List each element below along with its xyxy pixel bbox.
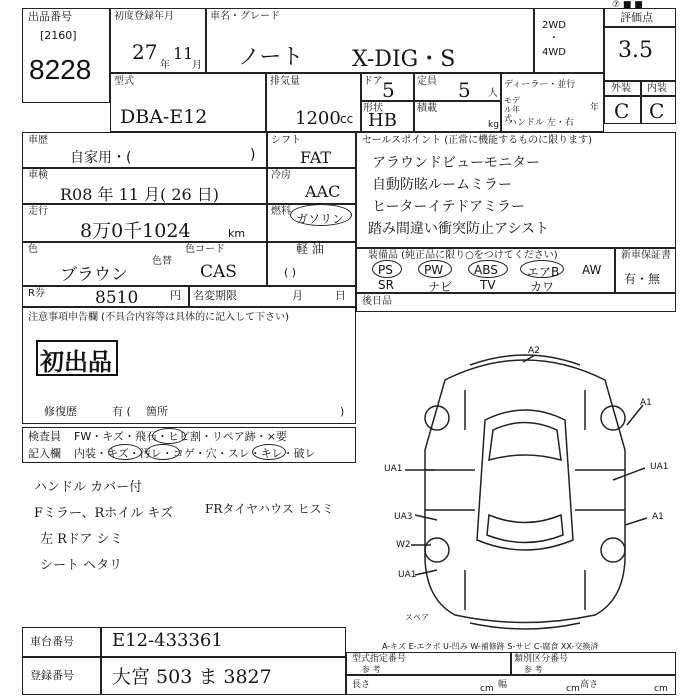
color-label: 色 bbox=[28, 244, 38, 255]
fuel-label: 燃料 bbox=[271, 206, 291, 217]
equip-abs: ABS bbox=[474, 263, 498, 277]
r-ticket-hw: 8510 bbox=[95, 288, 139, 308]
diagram-legend: A-キズ E-エクボ U-凹み W-補修跡 S-サビ C-腐食 XX-交換済 bbox=[382, 642, 599, 651]
sales-point-2: 自動防眩ルームミラー bbox=[372, 177, 512, 193]
diagram-label-ua1-bottom: UA1 bbox=[398, 570, 417, 580]
note-3: FRタイヤハウス ヒスミ bbox=[205, 502, 334, 516]
lot-label: 出品番号 bbox=[28, 10, 72, 23]
car-name-label: 車名・グレード bbox=[210, 11, 280, 22]
repair-close: ) bbox=[340, 405, 345, 418]
equipment-header: 装備品 (純正品に限り○をつけてください) bbox=[368, 250, 558, 261]
height-label: 高さ bbox=[580, 680, 599, 690]
history-label: 車歴 bbox=[28, 135, 48, 146]
repair-place: 箇所 bbox=[146, 405, 168, 418]
displacement-label: 排気量 bbox=[270, 76, 300, 87]
interior-hw: C bbox=[649, 99, 665, 123]
equip-aw: AW bbox=[582, 263, 602, 277]
car-name-hw: ノート bbox=[238, 45, 304, 70]
model-year-label: モデル年式 bbox=[504, 96, 520, 123]
km-unit: km bbox=[228, 227, 246, 240]
sales-point-4: 踏み間違い衝突防止アシスト bbox=[368, 221, 550, 237]
model-hw: DBA-E12 bbox=[120, 106, 208, 128]
meigi-label: 名変期限 bbox=[193, 289, 237, 302]
color-hw: ブラウン bbox=[60, 265, 128, 285]
chassis-hw: E12-433361 bbox=[112, 630, 223, 651]
meigi-month: 月 bbox=[292, 289, 303, 302]
circle-kizu bbox=[108, 444, 142, 460]
meigi-day: 日 bbox=[335, 289, 346, 302]
doors-hw: 5 bbox=[382, 78, 395, 102]
inspection-label: 車検 bbox=[28, 170, 48, 181]
color-code-hw: CAS bbox=[200, 262, 237, 282]
codes-row1: FW・キズ・飛石・ヒビ割・リペア跡・×要 bbox=[74, 430, 287, 443]
score-hw: 3.5 bbox=[618, 38, 653, 63]
diagram-label-a2: A2 bbox=[528, 346, 540, 356]
reg-no-label: 登録番号 bbox=[30, 669, 74, 682]
warranty-value: 有・無 bbox=[624, 272, 661, 286]
drive-2wd: 2WD bbox=[542, 20, 566, 31]
repair-have: 有 ( bbox=[112, 405, 131, 418]
ruibetsu-sankou: 参 考 bbox=[524, 665, 543, 674]
color-code-label: 色コード bbox=[185, 244, 225, 255]
capacity-hw: 5 bbox=[458, 78, 471, 102]
shift-label: シフト bbox=[271, 135, 301, 146]
kg-unit: kg bbox=[488, 120, 499, 130]
model-label: 型式 bbox=[114, 76, 134, 87]
shift-hw: FAT bbox=[300, 148, 332, 167]
diagram-label-ua1-right: UA1 bbox=[650, 462, 669, 472]
drive-4wd: 4WD bbox=[542, 47, 566, 58]
reg-year-hw: 27 bbox=[132, 40, 158, 64]
fuel-gas: ガソリン bbox=[296, 212, 345, 226]
body-hw: HB bbox=[368, 110, 397, 131]
drive-dot: ・ bbox=[549, 33, 559, 44]
capacity-label: 定員 bbox=[417, 76, 437, 87]
fuel-diesel: 軽 油 bbox=[296, 242, 324, 256]
equip-airbag-circle bbox=[520, 260, 564, 278]
sales-point-3: ヒーターイテドアミラー bbox=[372, 199, 526, 215]
notes-header: 注意事項申告欄 (不具合内容等は具体的に記入して下さい) bbox=[28, 312, 289, 323]
score-label: 評価点 bbox=[620, 11, 653, 24]
circle-yogore bbox=[146, 444, 180, 460]
car-diagram bbox=[375, 330, 675, 640]
ac-hw: AAC bbox=[305, 182, 341, 201]
warranty-label: 新車保証書 bbox=[621, 250, 671, 261]
width-cm: cm bbox=[566, 684, 580, 694]
mileage-hw: 8万0千1024 bbox=[80, 220, 191, 242]
r-ticket-label: R券 bbox=[28, 288, 45, 299]
reg-no-hw: 大宮 503 ま 3827 bbox=[112, 666, 272, 688]
exterior-label: 外装 bbox=[611, 83, 631, 94]
note-4: 左 Rドア シミ bbox=[40, 532, 123, 547]
grade-hw: X-DIG・S bbox=[352, 47, 456, 72]
repair-label: 修復歴 bbox=[44, 405, 77, 418]
equip-airbag: エアB bbox=[527, 265, 560, 279]
exterior-hw: C bbox=[614, 99, 630, 123]
displacement-hw: 1200 bbox=[295, 108, 341, 129]
year-unit: 年 bbox=[160, 60, 170, 71]
diagram-label-w2: W2 bbox=[396, 540, 411, 550]
entry-label: 記入欄 bbox=[28, 447, 61, 460]
inspection-hw: R08 年 11 月( 26 日) bbox=[60, 185, 220, 204]
diagram-label-spare: スペア bbox=[405, 613, 429, 622]
fuel-paren: ( ) bbox=[284, 266, 297, 279]
sales-header: セールスポイント (正常に機能するものに限ります) bbox=[362, 135, 593, 146]
sales-point-1: アラウンドビューモニター bbox=[372, 155, 540, 171]
length-label: 長さ bbox=[352, 680, 371, 690]
cc-unit: cc bbox=[340, 112, 354, 126]
history-text: 自家用・( bbox=[70, 150, 132, 166]
note-1: ハンドル カバー付 bbox=[34, 480, 143, 495]
codes-row2: 内装・キズ・汚レ・コゲ・穴・スレ・キレ・破レ bbox=[74, 447, 316, 460]
height-cm: cm bbox=[654, 684, 668, 694]
shitei-label: 型式指定番号 bbox=[352, 654, 407, 664]
chassis-label: 車台番号 bbox=[30, 635, 74, 648]
body-label: 形状 bbox=[363, 103, 383, 114]
person-unit: 人 bbox=[488, 88, 498, 99]
inspector-label: 検査員 bbox=[28, 430, 61, 443]
ac-label: 冷房 bbox=[271, 170, 291, 181]
shitei-sankou: 参 考 bbox=[362, 665, 381, 674]
equip-tv: TV bbox=[480, 278, 496, 292]
post-label: 後日品 bbox=[362, 296, 392, 307]
handle-label: ハンドル 左・右 bbox=[508, 118, 574, 128]
equip-ps: PS bbox=[378, 263, 393, 277]
year-suffix: 年 bbox=[590, 103, 600, 113]
yen-unit: 円 bbox=[170, 289, 181, 302]
equip-navi: ナビ bbox=[428, 280, 453, 294]
fuel-gas-circle bbox=[290, 204, 352, 226]
month-unit: 月 bbox=[192, 60, 202, 71]
reg-month-hw: 11 bbox=[173, 44, 194, 63]
diagram-label-ua1-left: UA1 bbox=[384, 464, 403, 474]
note-2: Fミラー、Rホイル キズ bbox=[34, 506, 174, 521]
circle-sure bbox=[252, 444, 286, 460]
history-close: ) bbox=[250, 147, 256, 163]
diagram-label-ua3: UA3 bbox=[394, 512, 413, 522]
first-listing: 初出品 bbox=[40, 348, 112, 376]
interior-label: 内装 bbox=[647, 83, 667, 94]
mileage-label: 走行 bbox=[28, 206, 48, 217]
ruibetsu-label: 類別区分番号 bbox=[514, 654, 569, 664]
note-5: シート ヘタリ bbox=[40, 558, 123, 573]
equip-ps-circle bbox=[372, 260, 402, 278]
lot-sub: [2160] bbox=[40, 29, 77, 42]
equip-sr: SR bbox=[378, 278, 394, 292]
corner-mark: ⑦ ■ ■ bbox=[612, 0, 643, 10]
equip-leather: カワ bbox=[530, 280, 555, 294]
load-label: 積載 bbox=[417, 103, 437, 114]
circle-tobiishi bbox=[152, 428, 186, 444]
diagram-label-a1-top: A1 bbox=[640, 398, 652, 408]
equip-abs-circle bbox=[468, 260, 508, 278]
equip-pw: PW bbox=[424, 263, 444, 277]
width-label: 幅 bbox=[498, 680, 508, 690]
length-cm: cm bbox=[480, 684, 494, 694]
doors-label: ドア bbox=[363, 76, 383, 87]
lot-number: 8228 bbox=[29, 54, 92, 85]
equip-pw-circle bbox=[418, 260, 452, 278]
diagram-label-a1-right: A1 bbox=[652, 512, 664, 522]
color-change-label: 色替 bbox=[152, 256, 172, 267]
reg-year-label: 初度登録年月 bbox=[114, 11, 174, 22]
dealer-label: ディーラー・並行 bbox=[504, 80, 576, 90]
